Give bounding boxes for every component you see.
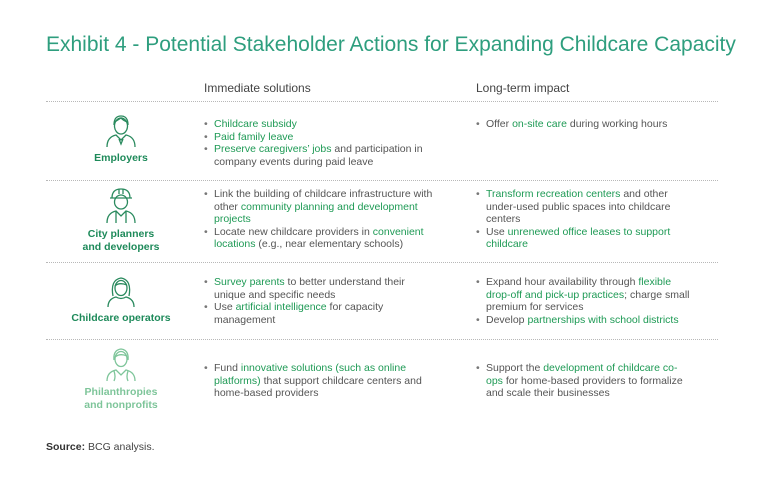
stakeholder-childcare-operators [46,274,196,325]
immediate-solutions-list [204,362,436,400]
stakeholder-row-childcare-operators [46,274,718,336]
list-item: • Expand hour availability through flexible drop-off and pick-up practices; charge small premium for services [476,276,691,314]
exhibit-title: Exhibit 4 - Potential Stakeholder Actions for Expanding Childcare Capacity [46,33,736,56]
stakeholder-row-city-planners [46,186,718,258]
row-divider [46,101,718,102]
stakeholder-label: Employers [94,152,148,164]
list-item: • Link the building of childcare infrastructure with other community planning and development projects [204,188,436,226]
column-header-immediate: Immediate solutions [204,81,311,95]
list-item: • Develop partnerships with school districts [476,314,691,327]
source-note: Source: BCG analysis. [46,441,155,453]
hard-hat-worker-icon [104,186,138,224]
immediate-solutions-list [204,276,436,326]
stakeholder-label: Philanthropies and nonprofits [84,386,158,411]
list-item: • Childcare subsidy [204,118,436,131]
stakeholder-label: City planners and developers [82,228,160,253]
stakeholder-label: Childcare operators [71,312,171,324]
row-divider [46,339,718,340]
caregiver-woman-icon [104,274,138,308]
list-item: • Fund innovative solutions (such as online platforms) that support childcare centers and home-based providers [204,362,436,400]
long-term-impact-list [476,276,691,326]
long-term-impact-list [476,362,691,400]
list-item: • Support the development of childcare co-ops for home-based providers to formalize and scale their businesses [476,362,691,400]
list-item: • Survey parents to better understand their unique and specific needs [204,276,436,301]
list-item: • Preserve caregivers’ jobs and participation in company events during paid leave [204,143,436,168]
list-item: • Use unrenewed office leases to support childcare [476,226,691,251]
long-term-impact-list [476,188,691,251]
stakeholder-city-planners [46,186,196,254]
stakeholder-row-philanthropies [46,346,718,418]
row-divider [46,262,718,263]
stakeholder-row-employers [46,112,718,178]
list-item: • Use artificial intelligence for capacity management [204,301,436,326]
employer-person-icon [104,112,138,148]
immediate-solutions-list [204,188,436,251]
long-term-impact-list [476,118,691,131]
immediate-solutions-list [204,118,436,168]
list-item: • Paid family leave [204,131,436,144]
stakeholder-employers [46,112,196,165]
list-item: • Offer on-site care during working hours [476,118,691,131]
stakeholder-philanthropies [46,346,196,412]
list-item: • Locate new childcare providers in convenient locations (e.g., near elementary schools) [204,226,436,251]
list-item: • Transform recreation centers and other under-used public spaces into childcare centers [476,188,691,226]
column-header-long-term: Long-term impact [476,81,570,95]
philanthropist-woman-icon [104,346,138,382]
row-divider [46,180,718,181]
